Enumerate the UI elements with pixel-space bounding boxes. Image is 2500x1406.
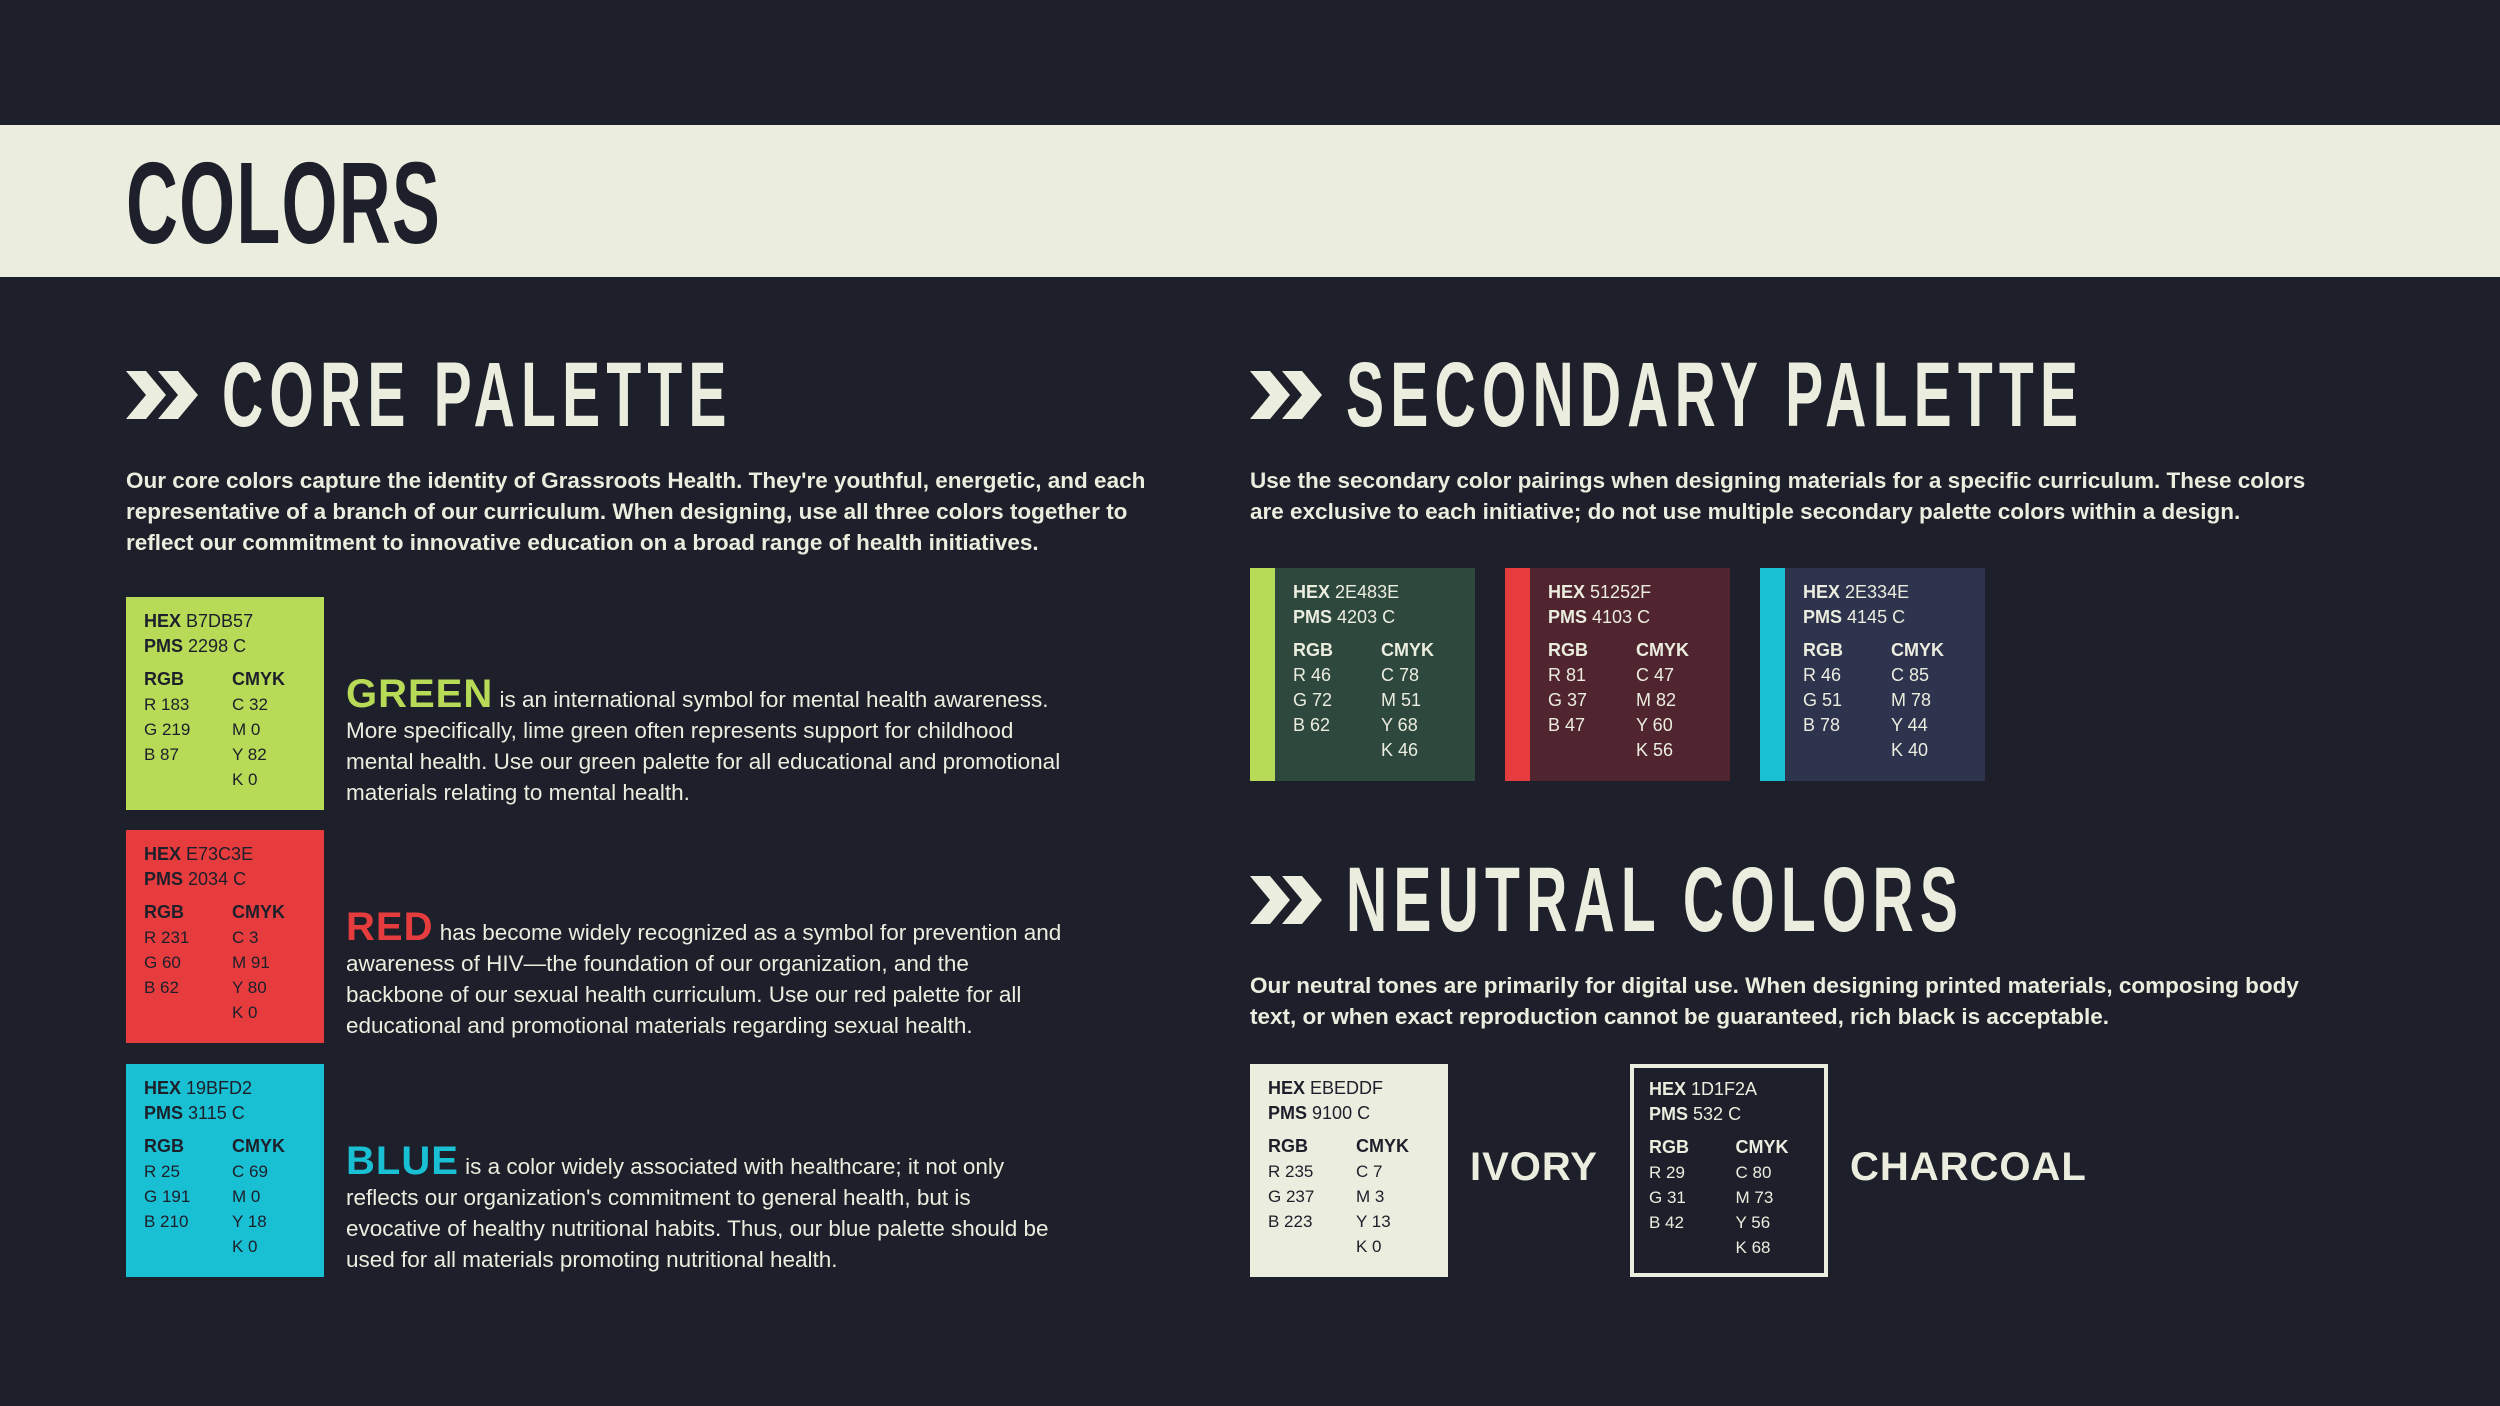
hex-label: HEX bbox=[1548, 582, 1586, 602]
cmyk-c-value: C 3 bbox=[232, 928, 259, 947]
color-description-red: has become widely recognized as a symbol for prevention and awareness of HIV—the foundation of our organization, and the backbone of our sexual health curriculum. Use our red palette for all educational and promotional materials regarding sexual health. bbox=[346, 920, 1062, 1038]
secondary-palette-title: SECONDARY PALETTE bbox=[1346, 344, 2085, 446]
rgb-b-value: B 78 bbox=[1803, 715, 1841, 735]
hex-label: HEX bbox=[144, 611, 182, 631]
core-palette-header bbox=[126, 345, 1046, 445]
pms-value: 2034 C bbox=[188, 869, 247, 889]
cmyk-label: CMYK bbox=[232, 902, 285, 922]
rgb-label: RGB bbox=[1293, 640, 1333, 660]
rgb-b-value: B 223 bbox=[1268, 1212, 1313, 1231]
cmyk-c-value: C 69 bbox=[232, 1162, 268, 1181]
hex-label: HEX bbox=[1803, 582, 1841, 602]
swatch-ivory bbox=[1250, 1064, 1448, 1277]
cmyk-m-value: M 78 bbox=[1891, 690, 1932, 710]
core-palette-title: CORE PALETTE bbox=[222, 344, 733, 446]
hex-value: 19BFD2 bbox=[186, 1078, 253, 1098]
rgb-g-value: G 219 bbox=[144, 720, 191, 739]
cmyk-label: CMYK bbox=[1356, 1136, 1409, 1156]
rgb-label: RGB bbox=[144, 902, 184, 922]
secondary-swatch-green bbox=[1250, 568, 1475, 781]
cmyk-m-value: M 0 bbox=[232, 1187, 261, 1206]
secondary-palette-header bbox=[1250, 345, 2500, 445]
neutral-colors-title: NEUTRAL COLORS bbox=[1346, 849, 1965, 951]
cmyk-c-value: C 85 bbox=[1891, 665, 1930, 685]
cmyk-label: CMYK bbox=[232, 1136, 285, 1156]
neutral-colors-description: Our neutral tones are primarily for digital use. When designing printed materials, composing body text, or when exact reproduction cannot be guaranteed, rich black is acceptable. bbox=[1250, 973, 2299, 1029]
color-name-green: GREEN bbox=[346, 672, 494, 716]
cmyk-m-value: M 82 bbox=[1636, 690, 1677, 710]
pms-label: PMS bbox=[1649, 1104, 1689, 1124]
rgb-r-value: R 25 bbox=[144, 1162, 180, 1181]
pms-label: PMS bbox=[144, 1103, 184, 1123]
swatch-green bbox=[126, 597, 324, 810]
pms-value: 4203 C bbox=[1337, 607, 1396, 627]
cmyk-label: CMYK bbox=[1636, 640, 1689, 660]
rgb-r-value: R 81 bbox=[1548, 665, 1587, 685]
hex-value: 51252F bbox=[1590, 582, 1652, 602]
cmyk-label: CMYK bbox=[1381, 640, 1434, 660]
rgb-g-value: G 72 bbox=[1293, 690, 1333, 710]
color-name-red: RED bbox=[346, 905, 434, 949]
rgb-r-value: R 183 bbox=[144, 695, 190, 714]
cmyk-y-value: Y 44 bbox=[1891, 715, 1928, 735]
pms-label: PMS bbox=[1293, 607, 1333, 627]
rgb-g-value: G 31 bbox=[1649, 1188, 1686, 1207]
hex-value: 2E334E bbox=[1845, 582, 1910, 602]
cmyk-y-value: Y 82 bbox=[232, 745, 267, 764]
hex-label: HEX bbox=[1293, 582, 1331, 602]
hex-label: HEX bbox=[1649, 1079, 1687, 1099]
cmyk-m-value: M 73 bbox=[1735, 1188, 1774, 1207]
accent-stripe bbox=[1505, 568, 1530, 781]
cmyk-k-value: K 0 bbox=[232, 1003, 258, 1022]
rgb-label: RGB bbox=[1268, 1136, 1308, 1156]
rgb-label: RGB bbox=[1649, 1137, 1689, 1157]
cmyk-y-value: Y 60 bbox=[1636, 715, 1673, 735]
cmyk-k-value: K 68 bbox=[1735, 1238, 1771, 1257]
swatch-charcoal bbox=[1630, 1064, 1828, 1277]
pms-label: PMS bbox=[1268, 1103, 1308, 1123]
hex-label: HEX bbox=[144, 1078, 182, 1098]
hex-value: E73C3E bbox=[186, 844, 254, 864]
pms-value: 9100 C bbox=[1312, 1103, 1371, 1123]
description-blue bbox=[346, 1139, 1066, 1275]
cmyk-k-value: K 46 bbox=[1381, 740, 1419, 760]
pms-label: PMS bbox=[144, 636, 184, 656]
core-palette-description: Our core colors capture the identity of Grassroots Health. They're youthful, energetic, and each representative of a branch of our curriculum. When designing, use all three colors together to reflect our commitment to innovative education on a broad range of health initiatives. bbox=[126, 468, 1146, 555]
description-green bbox=[346, 672, 1066, 808]
double-chevron-icon bbox=[1250, 371, 1322, 419]
rgb-g-value: G 51 bbox=[1803, 690, 1843, 710]
pms-label: PMS bbox=[1803, 607, 1843, 627]
hex-value: 2E483E bbox=[1335, 582, 1400, 602]
cmyk-label: CMYK bbox=[232, 669, 285, 689]
cmyk-k-value: K 56 bbox=[1636, 740, 1674, 760]
cmyk-y-value: Y 80 bbox=[232, 978, 267, 997]
rgb-label: RGB bbox=[1803, 640, 1843, 660]
pms-value: 2298 C bbox=[188, 636, 247, 656]
cmyk-label: CMYK bbox=[1735, 1137, 1789, 1157]
rgb-r-value: R 231 bbox=[144, 928, 190, 947]
hex-label: HEX bbox=[144, 844, 182, 864]
cmyk-m-value: M 3 bbox=[1356, 1187, 1385, 1206]
page-title: COLORS bbox=[126, 138, 442, 268]
cmyk-m-value: M 51 bbox=[1381, 690, 1422, 710]
rgb-r-value: R 46 bbox=[1803, 665, 1842, 685]
cmyk-c-value: C 80 bbox=[1735, 1163, 1772, 1182]
rgb-label: RGB bbox=[144, 669, 184, 689]
pms-value: 4103 C bbox=[1592, 607, 1651, 627]
cmyk-k-value: K 40 bbox=[1891, 740, 1929, 760]
pms-value: 532 C bbox=[1693, 1104, 1742, 1124]
secondary-swatch-blue bbox=[1760, 568, 1985, 781]
secondary-palette-description: Use the secondary color pairings when designing materials for a specific curriculum. These colors are exclusive to each initiative; do not use multiple secondary palette colors within a design. bbox=[1250, 468, 2306, 524]
rgb-b-value: B 47 bbox=[1548, 715, 1586, 735]
hex-label: HEX bbox=[1268, 1078, 1306, 1098]
double-chevron-icon bbox=[126, 371, 198, 419]
pms-label: PMS bbox=[1548, 607, 1588, 627]
neutral-colors-header bbox=[1250, 850, 2343, 950]
rgb-b-value: B 210 bbox=[144, 1212, 189, 1231]
double-chevron-icon bbox=[1250, 876, 1322, 924]
swatch-red bbox=[126, 830, 324, 1043]
rgb-b-value: B 62 bbox=[1293, 715, 1331, 735]
cmyk-c-value: C 7 bbox=[1356, 1162, 1383, 1181]
hex-value: EBEDDF bbox=[1310, 1078, 1384, 1098]
color-description-green: is an international symbol for mental health awareness. More specifically, lime green often represents support for childhood mental health. Use our green palette for all educational and promotional materials relating to mental health. bbox=[346, 687, 1061, 805]
rgb-b-value: B 87 bbox=[144, 745, 179, 764]
pms-value: 3115 C bbox=[188, 1103, 245, 1123]
hex-value: B7DB57 bbox=[186, 611, 254, 631]
cmyk-label: CMYK bbox=[1891, 640, 1944, 660]
cmyk-c-value: C 78 bbox=[1381, 665, 1420, 685]
cmyk-m-value: M 91 bbox=[232, 953, 270, 972]
cmyk-k-value: K 0 bbox=[232, 770, 258, 789]
rgb-r-value: R 46 bbox=[1293, 665, 1332, 685]
cmyk-y-value: Y 56 bbox=[1735, 1213, 1771, 1232]
rgb-r-value: R 29 bbox=[1649, 1163, 1685, 1182]
cmyk-y-value: Y 13 bbox=[1356, 1212, 1391, 1231]
rgb-b-value: B 42 bbox=[1649, 1213, 1684, 1232]
cmyk-y-value: Y 18 bbox=[232, 1212, 267, 1231]
hex-value: 1D1F2A bbox=[1691, 1079, 1758, 1099]
cmyk-c-value: C 32 bbox=[232, 695, 268, 714]
cmyk-m-value: M 0 bbox=[232, 720, 261, 739]
secondary-swatch-red bbox=[1505, 568, 1730, 781]
rgb-b-value: B 62 bbox=[144, 978, 179, 997]
rgb-g-value: G 237 bbox=[1268, 1187, 1315, 1206]
accent-stripe bbox=[1250, 568, 1275, 781]
rgb-label: RGB bbox=[1548, 640, 1588, 660]
cmyk-k-value: K 0 bbox=[232, 1237, 258, 1256]
swatch-blue bbox=[126, 1064, 324, 1277]
cmyk-c-value: C 47 bbox=[1636, 665, 1675, 685]
cmyk-y-value: Y 68 bbox=[1381, 715, 1418, 735]
pms-label: PMS bbox=[144, 869, 184, 889]
color-name-charcoal: CHARCOAL bbox=[1850, 1145, 2087, 1189]
description-red bbox=[346, 905, 1066, 1041]
color-name-blue: BLUE bbox=[346, 1139, 459, 1183]
rgb-r-value: R 235 bbox=[1268, 1162, 1314, 1181]
rgb-g-value: G 37 bbox=[1548, 690, 1588, 710]
rgb-g-value: G 60 bbox=[144, 953, 181, 972]
rgb-label: RGB bbox=[144, 1136, 184, 1156]
accent-stripe bbox=[1760, 568, 1785, 781]
rgb-g-value: G 191 bbox=[144, 1187, 191, 1206]
color-name-ivory: IVORY bbox=[1470, 1145, 1598, 1189]
color-description-blue: is a color widely associated with healthcare; it not only reflects our organization's commitment to general health, but is evocative of healthy nutritional habits. Thus, our blue palette should be used for all materials promoting nutritional health. bbox=[346, 1154, 1049, 1272]
pms-value: 4145 C bbox=[1847, 607, 1906, 627]
cmyk-k-value: K 0 bbox=[1356, 1237, 1382, 1256]
